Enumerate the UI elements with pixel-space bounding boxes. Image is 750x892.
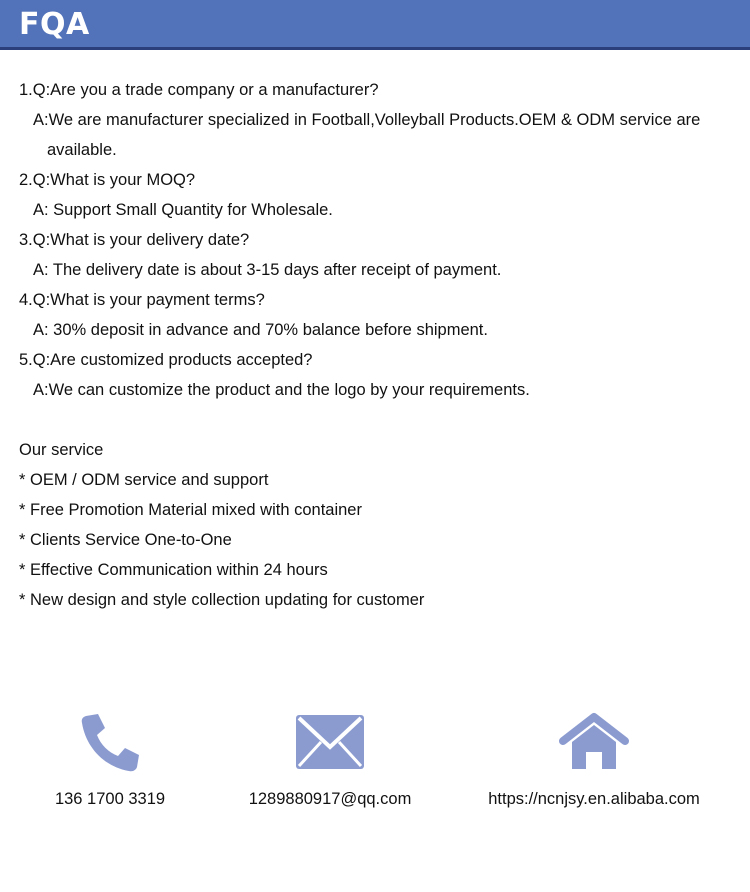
phone-number[interactable]: 136 1700 3319 bbox=[54, 790, 166, 808]
home-icon bbox=[558, 712, 630, 770]
section-spacer bbox=[19, 405, 739, 435]
email-address[interactable]: 1289880917@qq.com bbox=[248, 790, 412, 808]
faq-question: 2.Q:What is your MOQ? bbox=[19, 171, 196, 189]
faq-question: 1.Q:Are you a trade company or a manufacturer? bbox=[19, 81, 379, 99]
faq-content bbox=[19, 75, 739, 615]
contact-row bbox=[0, 700, 750, 820]
contact-phone[interactable] bbox=[40, 700, 180, 810]
service-item: * OEM / ODM service and support bbox=[19, 471, 269, 489]
faq-item bbox=[19, 345, 739, 405]
faq-answer: A: Support Small Quantity for Wholesale. bbox=[33, 201, 333, 219]
faq-question: 4.Q:What is your payment terms? bbox=[19, 291, 265, 309]
faq-item bbox=[19, 75, 739, 165]
contact-email[interactable] bbox=[230, 700, 430, 810]
faq-question: 5.Q:Are customized products accepted? bbox=[19, 351, 313, 369]
envelope-icon bbox=[296, 715, 364, 769]
faq-item bbox=[19, 165, 739, 225]
service-section bbox=[19, 435, 739, 615]
faq-answer: A: The delivery date is about 3-15 days after receipt of payment. bbox=[33, 261, 502, 279]
service-item: * New design and style collection updating for customer bbox=[19, 591, 425, 609]
service-title: Our service bbox=[19, 441, 104, 459]
faq-answer: A:We can customize the product and the logo by your requirements. bbox=[33, 381, 530, 399]
phone-icon bbox=[78, 710, 142, 774]
faq-answer: A: 30% deposit in advance and 70% balance before shipment. bbox=[33, 321, 488, 339]
faq-item bbox=[19, 285, 739, 345]
faq-question: 3.Q:What is your delivery date? bbox=[19, 231, 250, 249]
website-link[interactable]: https://ncnjsy.en.alibaba.com bbox=[488, 790, 700, 808]
header-bar bbox=[0, 0, 750, 50]
faq-answer: A:We are manufacturer specialized in Football,Volleyball Products.OEM & ODM service are bbox=[33, 111, 701, 129]
service-item: * Free Promotion Material mixed with container bbox=[19, 501, 362, 519]
page-title: FQA bbox=[19, 7, 90, 42]
service-item: * Clients Service One-to-One bbox=[19, 531, 232, 549]
faq-item bbox=[19, 225, 739, 285]
service-item: * Effective Communication within 24 hours bbox=[19, 561, 328, 579]
faq-answer-continued: available. bbox=[47, 141, 117, 159]
contact-website[interactable] bbox=[470, 700, 718, 810]
